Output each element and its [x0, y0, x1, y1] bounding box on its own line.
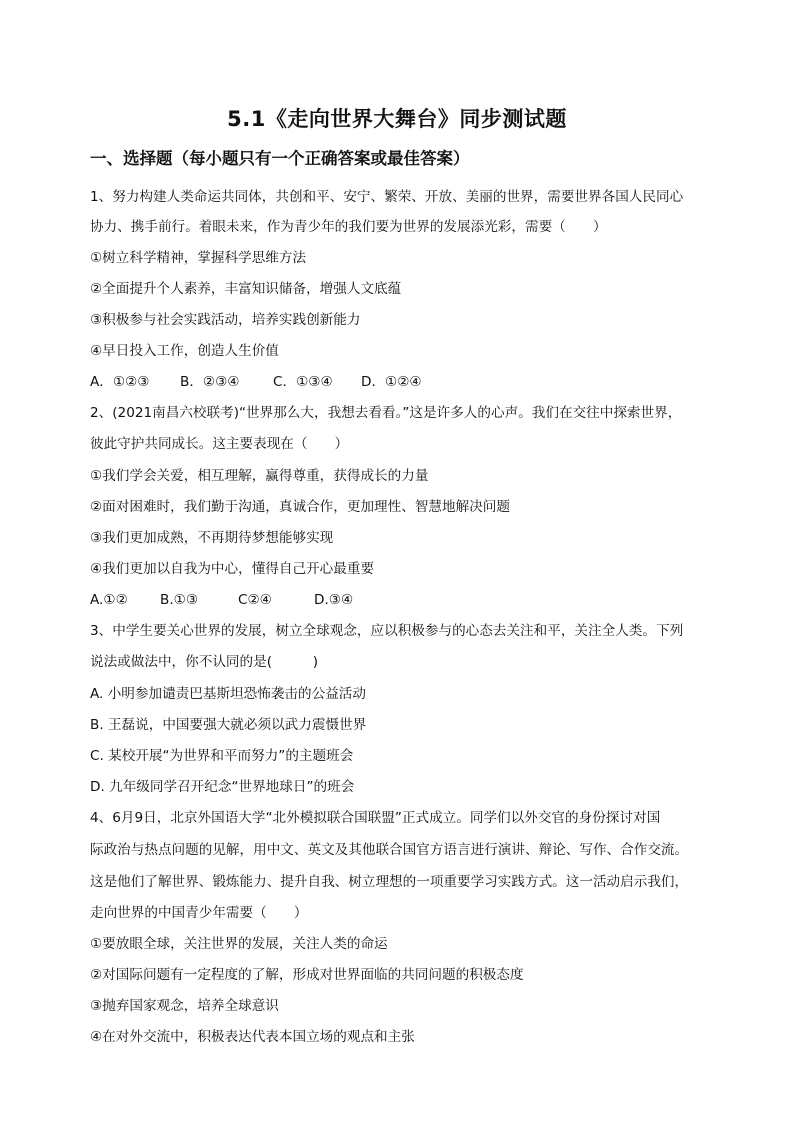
q1-stem-line-1: 1、努力构建人类命运共同体，共创和平、安宁、繁荣、开放、美丽的世界，需要世界各国人民同心 — [90, 189, 684, 205]
q4-item-4: ④在对外交流中，积极表达代表本国立场的观点和主张 — [90, 1029, 415, 1045]
section-heading: 一、选择题（每小题只有一个正确答案或最佳答案） — [90, 149, 470, 168]
q3-stem-line-2: 说法或做法中，你不认同的是( ) — [90, 654, 319, 670]
q1-item-2: ②全面提升个人素养，丰富知识储备，增强人文底蕴 — [90, 281, 402, 297]
q1-option-d: D．①②④ — [361, 374, 422, 390]
q4-item-1: ①要放眼全球，关注世界的发展，关注人类的命运 — [90, 936, 388, 952]
q2-option-d: D.③④ — [314, 592, 354, 608]
q4-item-2: ②对国际问题有一定程度的了解，形成对世界面临的共同问题的积极态度 — [90, 967, 524, 983]
q1-item-3: ③积极参与社会实践活动，培养实践创新能力 — [90, 312, 361, 328]
document-title: 5.1《走向世界大舞台》同步测试题 — [227, 107, 567, 131]
q4-stem-line-2: 际政治与热点问题的见解，用中文、英文及其他联合国官方语言进行演讲、辩论、写作、合作交流。 — [90, 842, 689, 858]
q2-item-4: ④我们更加以自我为中心，懂得自己开心最重要 — [90, 561, 375, 577]
q1-stem-line-2: 协力、携手前行。着眼未来，作为青少年的我们要为世界的发展添光彩，需要（ ） — [90, 219, 607, 235]
q3-option-c: C. 某校开展“为世界和平而努力”的主题班会 — [90, 748, 354, 764]
q2-option-c: C②④ — [238, 592, 272, 608]
q1-item-4: ④早日投入工作，创造人生价值 — [90, 343, 279, 359]
q2-options — [90, 590, 353, 610]
q4-stem-line-4: 走向世界的中国青少年需要（ ） — [90, 905, 308, 921]
q2-option-b: B.①③ — [160, 592, 199, 608]
q4-stem-line-3: 这是他们了解世界、锻炼能力、提升自我、树立理想的一项重要学习实践方式。这一活动启示我们， — [90, 874, 689, 890]
q1-options — [90, 372, 422, 392]
q1-option-c: C．①③④ — [273, 374, 333, 390]
q2-stem-line-1: 2、(2021南昌六校联考)“世界那么大，我想去看看。”这是许多人的心声。我们在交往中探索世界， — [90, 405, 682, 421]
q2-option-a: A.①② — [90, 592, 128, 608]
q4-stem-line-1: 4、6月9日，北京外国语大学“北外模拟联合国联盟”正式成立。同学们以外交官的身份探讨对国 — [90, 810, 661, 826]
q2-stem-line-2: 彼此守护共同成长。这主要表现在（ ） — [90, 436, 349, 452]
q1-item-1: ①树立科学精神，掌握科学思维方法 — [90, 250, 307, 266]
q1-option-b: B．②③④ — [180, 374, 240, 390]
q2-item-3: ③我们更加成熟，不再期待梦想能够实现 — [90, 530, 334, 546]
q1-option-a: A．①②③ — [90, 374, 150, 390]
q2-item-1: ①我们学会关爱，相互理解，赢得尊重，获得成长的力量 — [90, 468, 429, 484]
document-page — [90, 0, 704, 1123]
q3-option-a: A. 小明参加谴责巴基斯坦恐怖袭击的公益活动 — [90, 686, 366, 702]
q3-option-b: B. 王磊说，中国要强大就必须以武力震慑世界 — [90, 717, 367, 733]
q3-option-d: D. 九年级同学召开纪念“世界地球日”的班会 — [90, 779, 355, 795]
q4-item-3: ③抛弃国家观念，培养全球意识 — [90, 998, 279, 1014]
q2-item-2: ②面对困难时，我们勤于沟通，真诚合作，更加理性、智慧地解决问题 — [90, 499, 510, 515]
q3-stem-line-1: 3、中学生要关心世界的发展，树立全球观念，应以积极参与的心态去关注和平，关注全人类。下列 — [90, 623, 684, 639]
